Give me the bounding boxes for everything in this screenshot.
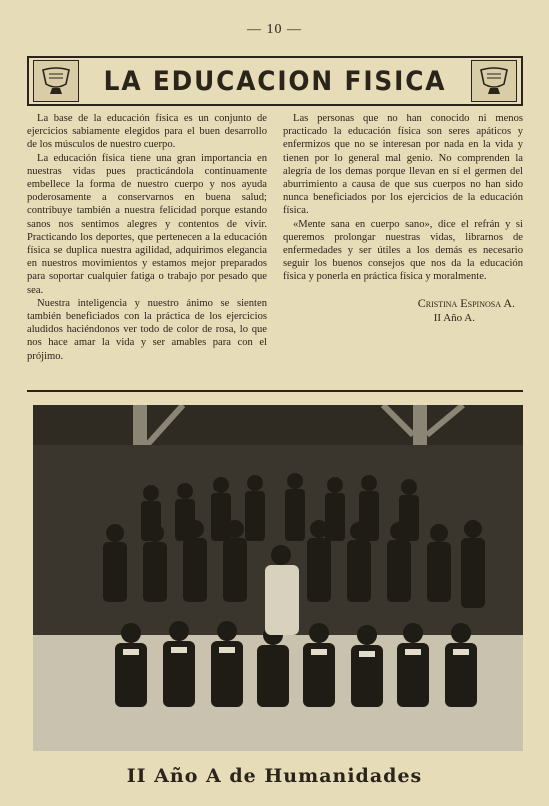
photo-caption: II Año A de Humanidades bbox=[126, 765, 423, 787]
author-name: Cristina Espinosa A. bbox=[417, 295, 515, 310]
page-number: — 10 — bbox=[247, 22, 302, 37]
class-group-photo bbox=[33, 405, 523, 751]
paragraph: Las personas que no han conocido ni menos practicado la educación física son seres apáticos y enfermizos que no se interesan por nada en la vida y tienen por lo general mal genio. No comprenden la alegría de los demas porque llevan en sí el germen del aburrimiento a causa de que sus cuerpos no han sido nunca beneficiados por los ejercicios de la educación física. bbox=[283, 113, 523, 217]
right-ornament-icon bbox=[471, 60, 517, 102]
article-right-column bbox=[283, 112, 523, 363]
left-ornament-icon bbox=[33, 60, 79, 102]
section-divider bbox=[27, 390, 523, 392]
author-course: II Año A. bbox=[433, 311, 475, 324]
paragraph: «Mente sana en cuerpo sano», dice el refrán y si queremos prolongar nuestras vidas, librarnos de enfermedades y ser útiles a los demás es necesario seguir los buenos consejos que nos da la educación física y ponerla en práctica física y moralmente. bbox=[283, 218, 523, 283]
title-banner bbox=[27, 56, 523, 106]
article-body bbox=[27, 112, 523, 363]
signature-block bbox=[283, 296, 523, 326]
article-left-column bbox=[27, 112, 267, 363]
paragraph: Nuestra inteligencia y nuestro ánimo se sienten también beneficiados con la práctica de los ejercicios aludidos haciéndonos ver todo de color de rosa, lo que nos hace amar la vida y ser amables para con el prójimo. bbox=[27, 297, 267, 362]
paragraph: La educación física tiene una gran importancia en nuestras vidas pues practicándola continuamente embellece la forma de nuestro cuerpo y nos ayuda poderosamente a conservarnos en buena salud; contribuye también a nuestra felicidad porque estando sanos nos sentimos alegres y contentos de vivir. Practicando los deportes, que pertenecen a la educación física se duplica nuestra agilidad, adquirimos elegancia en nuestros movimientos y estamos mejor preparados para soportar cualquier fatiga o trabajo por pesado que sea. bbox=[27, 152, 267, 296]
article-title: LA EDUCACION FISICA bbox=[103, 65, 447, 97]
paragraph: La base de la educación física es un conjunto de ejercicios sabiamente elegidos para el buen desarrollo de los músculos de nuestro cuerpo. bbox=[27, 113, 267, 151]
